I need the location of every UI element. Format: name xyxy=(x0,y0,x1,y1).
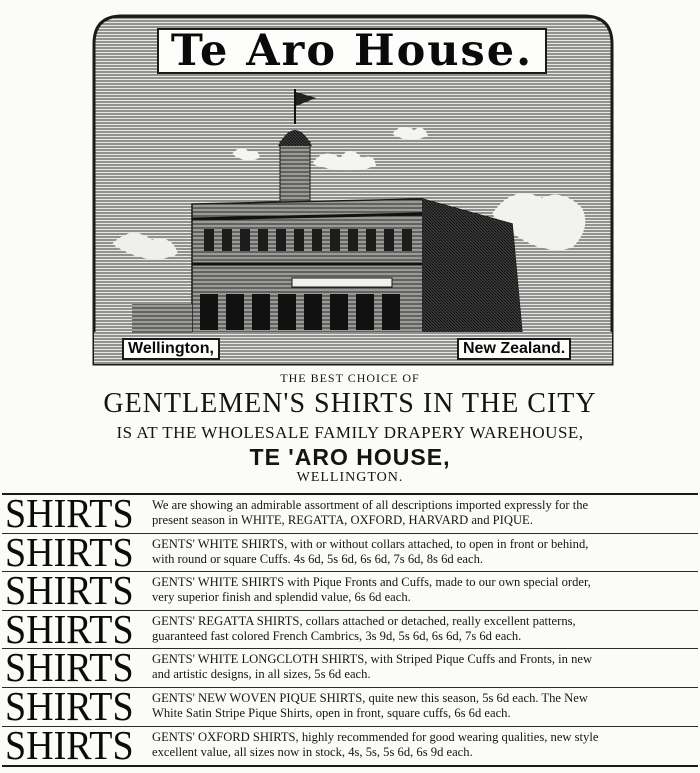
intro-store-name: TE 'ARO HOUSE, xyxy=(249,444,451,470)
listing-line: GENTS' WHITE SHIRTS with Pique Fronts and Cuffs, made to our own special order, xyxy=(152,575,591,590)
listing-row xyxy=(2,529,698,576)
listing-row xyxy=(2,723,698,769)
intro-line-best-choice: THE BEST CHOICE OF xyxy=(280,371,420,385)
listing-description xyxy=(152,575,696,605)
listing-row xyxy=(2,645,698,691)
listing-heading: SHIRTS xyxy=(5,606,134,653)
listing-line: GENTS' NEW WOVEN PIQUE SHIRTS, quite new this season, 5s 6d each. The New xyxy=(152,690,588,705)
listing-heading: SHIRTS xyxy=(5,491,134,537)
listing-description xyxy=(152,537,696,567)
listing-heading: SHIRTS xyxy=(5,568,134,614)
listing-description xyxy=(152,498,696,528)
location-country-label: New Zealand. xyxy=(457,338,571,360)
listing-row xyxy=(2,684,698,730)
listing-row xyxy=(2,568,698,614)
listing-line: very superior finish and splendid value, 6s 6d each. xyxy=(152,590,411,605)
listing-row xyxy=(2,606,698,653)
listing-description xyxy=(152,652,696,682)
listing-line: GENTS' WHITE SHIRTS, with or without collars attached, to open in front or behind, xyxy=(152,536,589,551)
listing-line: GENTS' REGATTA SHIRTS, collars attached or detached, really excellent patterns, xyxy=(152,613,576,628)
listing-row xyxy=(2,491,698,537)
listing-heading: SHIRTS xyxy=(5,645,134,691)
listing-line: White Satin Stripe Pique Shirts, open in front, square cuffs, 6s 6d each. xyxy=(152,705,511,720)
listing-line: and artistic designs, in all sizes, 5s 6d each. xyxy=(152,667,371,682)
listing-description xyxy=(152,614,696,644)
intro-warehouse-line: IS AT THE WHOLESALE FAMILY DRAPERY WAREHOUSE, xyxy=(116,423,584,442)
listing-line: GENTS' OXFORD SHIRTS, highly recommended for good wearing qualities, new style xyxy=(152,729,599,744)
intro-headline: GENTLEMEN'S SHIRTS IN THE CITY xyxy=(103,388,597,419)
listing-heading: SHIRTS xyxy=(5,684,134,730)
listing-line: We are showing an admirable assortment of all descriptions imported expressly for the xyxy=(152,498,589,512)
intro-city: WELLINGTON. xyxy=(296,470,404,485)
listing-description xyxy=(152,730,696,760)
listing-description xyxy=(152,691,696,721)
listing-heading: SHIRTS xyxy=(5,529,134,576)
store-title-banner: Te Aro House. xyxy=(157,28,547,74)
shirt-listing xyxy=(2,493,698,767)
listing-line: GENTS' WHITE LONGCLOTH SHIRTS, with Striped Pique Cuffs and Fronts, in new xyxy=(152,652,593,667)
listing-line: present season in WHITE, REGATTA, OXFORD, HARVARD and PIQUE. xyxy=(152,513,533,527)
location-city-label: Wellington, xyxy=(122,338,220,360)
listing-heading: SHIRTS xyxy=(5,723,134,769)
listing-line: excellent value, all sizes now in stock, 4s, 5s, 5s 6d, 6s 9d each. xyxy=(152,744,473,759)
listing-line: guaranteed fast colored French Cambrics, 3s 9d, 5s 6d, 6s 6d, 7s 6d each. xyxy=(152,628,522,643)
listing-line: with round or square Cuffs. 4s 6d, 5s 6d, 6s 6d, 7s 6d, 8s 6d each. xyxy=(152,551,484,566)
